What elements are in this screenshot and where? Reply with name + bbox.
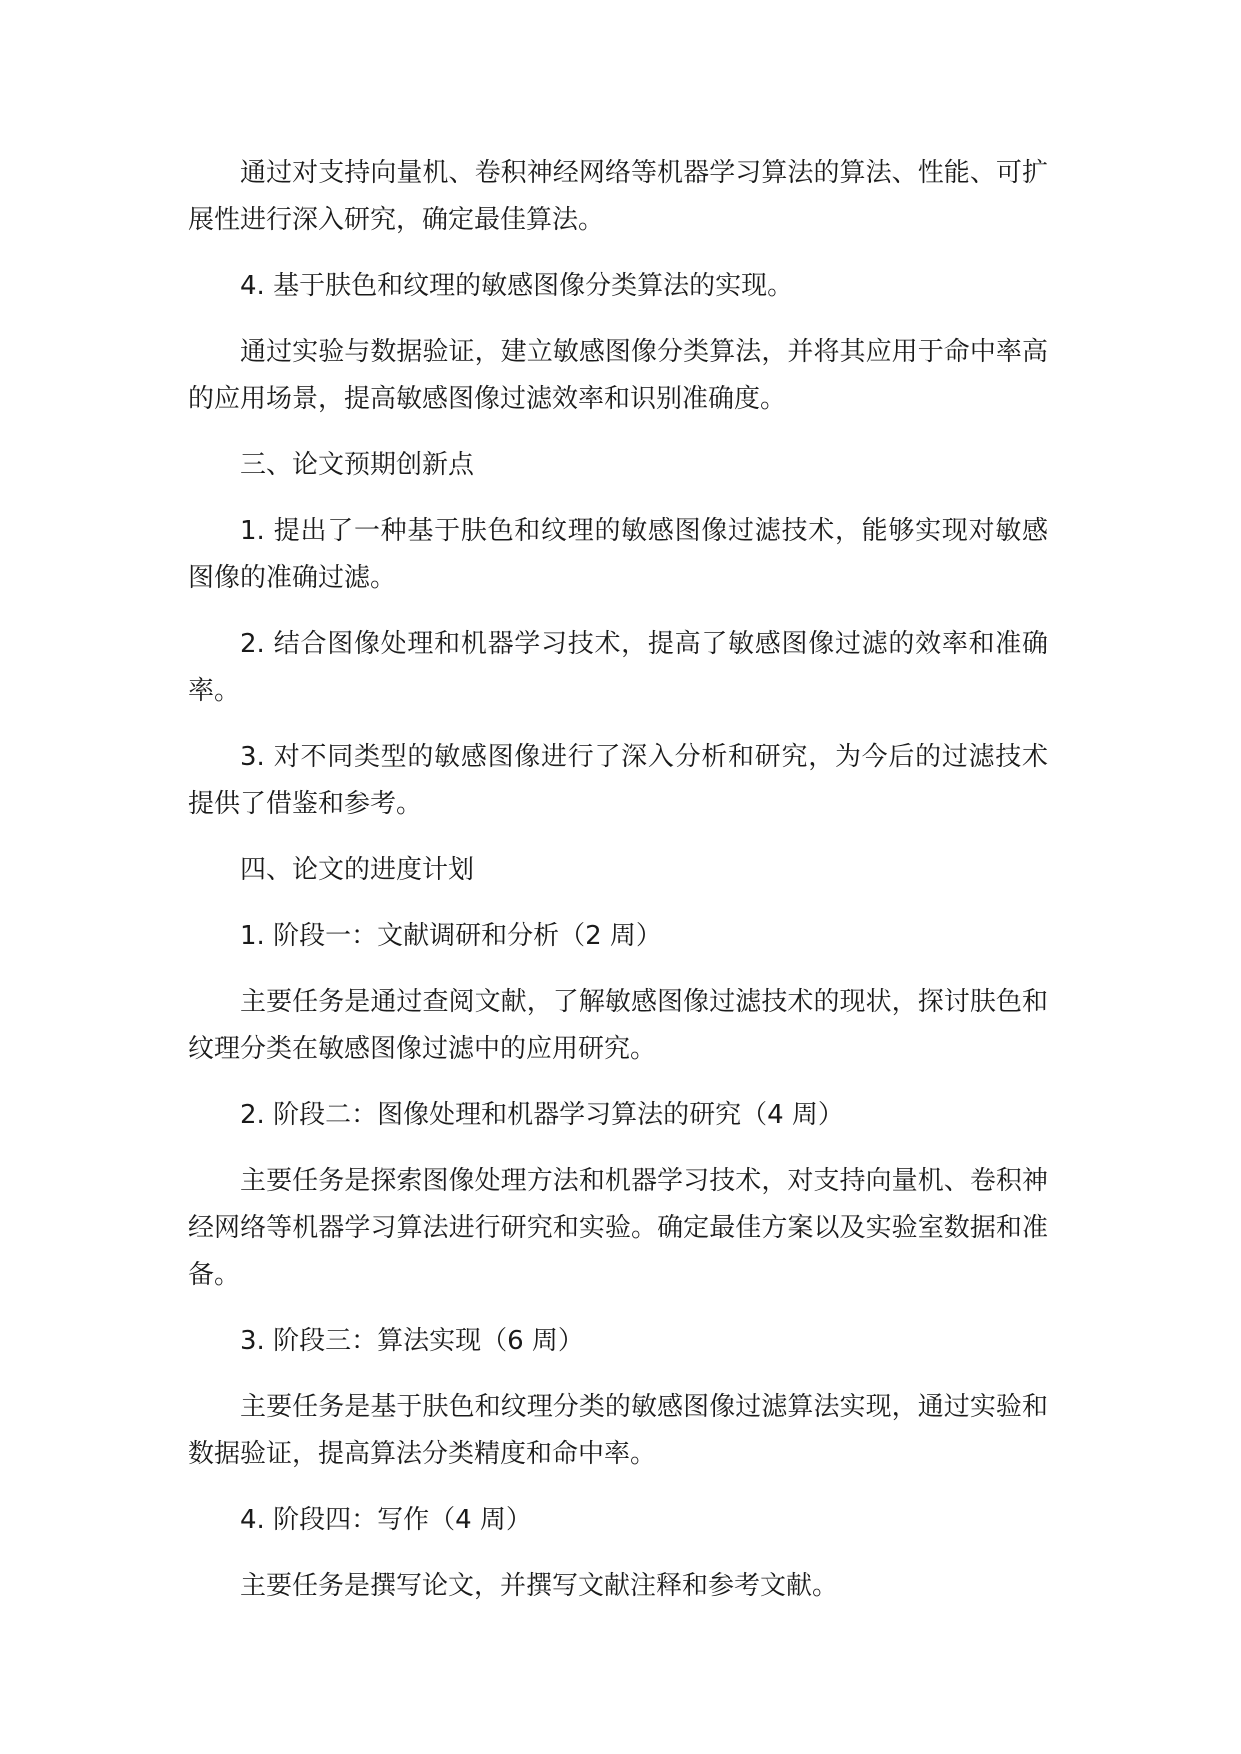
list-item: 3. 对不同类型的敏感图像进行了深入分析和研究，为今后的过滤技术提供了借鉴和参考。 [188,742,1048,819]
body-paragraph: 通过对支持向量机、卷积神经网络等机器学习算法的算法、性能、可扩展性进行深入研究，确定最佳算法。 [188,158,1048,235]
list-item: 2. 结合图像处理和机器学习技术，提高了敏感图像过滤的效率和准确率。 [188,629,1048,706]
list-item-heading: 4. 基于肤色和纹理的敏感图像分类算法的实现。 [240,271,794,301]
body-paragraph: 通过实验与数据验证，建立敏感图像分类算法，并将其应用于命中率高的应用场景，提高敏感图像过滤效率和识别准确度。 [188,337,1048,414]
section-heading: 三、论文预期创新点 [240,450,475,480]
body-paragraph: 主要任务是基于肤色和纹理分类的敏感图像过滤算法实现，通过实验和数据验证，提高算法分类精度和命中率。 [188,1392,1048,1469]
stage-heading: 4. 阶段四：写作（4 周） [240,1505,532,1535]
stage-heading: 3. 阶段三：算法实现（6 周） [240,1326,584,1356]
document-body [188,150,1048,1629]
stage-heading: 1. 阶段一：文献调研和分析（2 周） [240,921,662,951]
list-item: 1. 提出了一种基于肤色和纹理的敏感图像过滤技术，能够实现对敏感图像的准确过滤。 [188,516,1048,593]
body-paragraph: 主要任务是通过查阅文献，了解敏感图像过滤技术的现状，探讨肤色和纹理分类在敏感图像过滤中的应用研究。 [188,987,1048,1064]
stage-heading: 2. 阶段二：图像处理和机器学习算法的研究（4 周） [240,1100,844,1130]
body-paragraph: 主要任务是探索图像处理方法和机器学习技术，对支持向量机、卷积神经网络等机器学习算法进行研究和实验。确定最佳方案以及实验室数据和准备。 [188,1166,1048,1290]
body-paragraph: 主要任务是撰写论文，并撰写文献注释和参考文献。 [240,1571,839,1601]
section-heading: 四、论文的进度计划 [240,855,475,885]
